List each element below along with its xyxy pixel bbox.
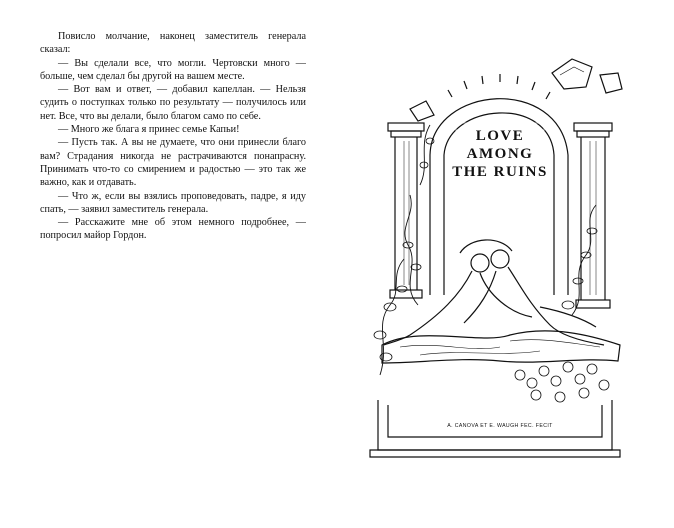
title-line: LOVE [475,128,525,144]
paragraph: — Пусть так. А вы не думаете, что они принесли благо вам? Страдания никогда не растрачиваются понапрасну. Принимать что-то со смирением и радостью — это так же важно, как и отдавать. [40,137,306,189]
paragraph: — Вот вам и ответ, — добавил капеллан. — Нельзя судить о поступках только по результату — получилось или нет. Все, что вы делали, было благом само по себе. [40,84,306,122]
title-line: AMONG [466,146,534,162]
paragraph: — Вы сделали все, что могли. Чертовски много — больше, чем сделал бы другой на вашем месте. [40,57,306,82]
broken-stones [410,59,622,121]
right-column [574,123,612,308]
engraver-signature: A. CANOVA ET E. WAUGH FEC. FECIT [447,423,553,429]
frontispiece-illustration [360,45,640,505]
drapery [382,331,620,363]
paragraph: — Расскажите мне об этом немного подробнее, — попросил майор Гордон. [40,217,306,242]
title-line: THE RUINS [452,164,548,180]
paragraph: — Что ж, если вы взялись проповедовать, падре, я иду спать, — заявил заместитель генерала. [40,190,306,215]
left-page-text [40,30,306,243]
paragraph: — Много же блага я принес семье Капьи! [58,124,240,136]
flowering-bush [515,362,609,402]
ruined-arch [430,74,568,295]
ruins-engraving [360,45,640,505]
paragraph: Повисло молчание, наконец заместитель генерала сказал: [40,31,306,56]
left-column [388,123,424,298]
